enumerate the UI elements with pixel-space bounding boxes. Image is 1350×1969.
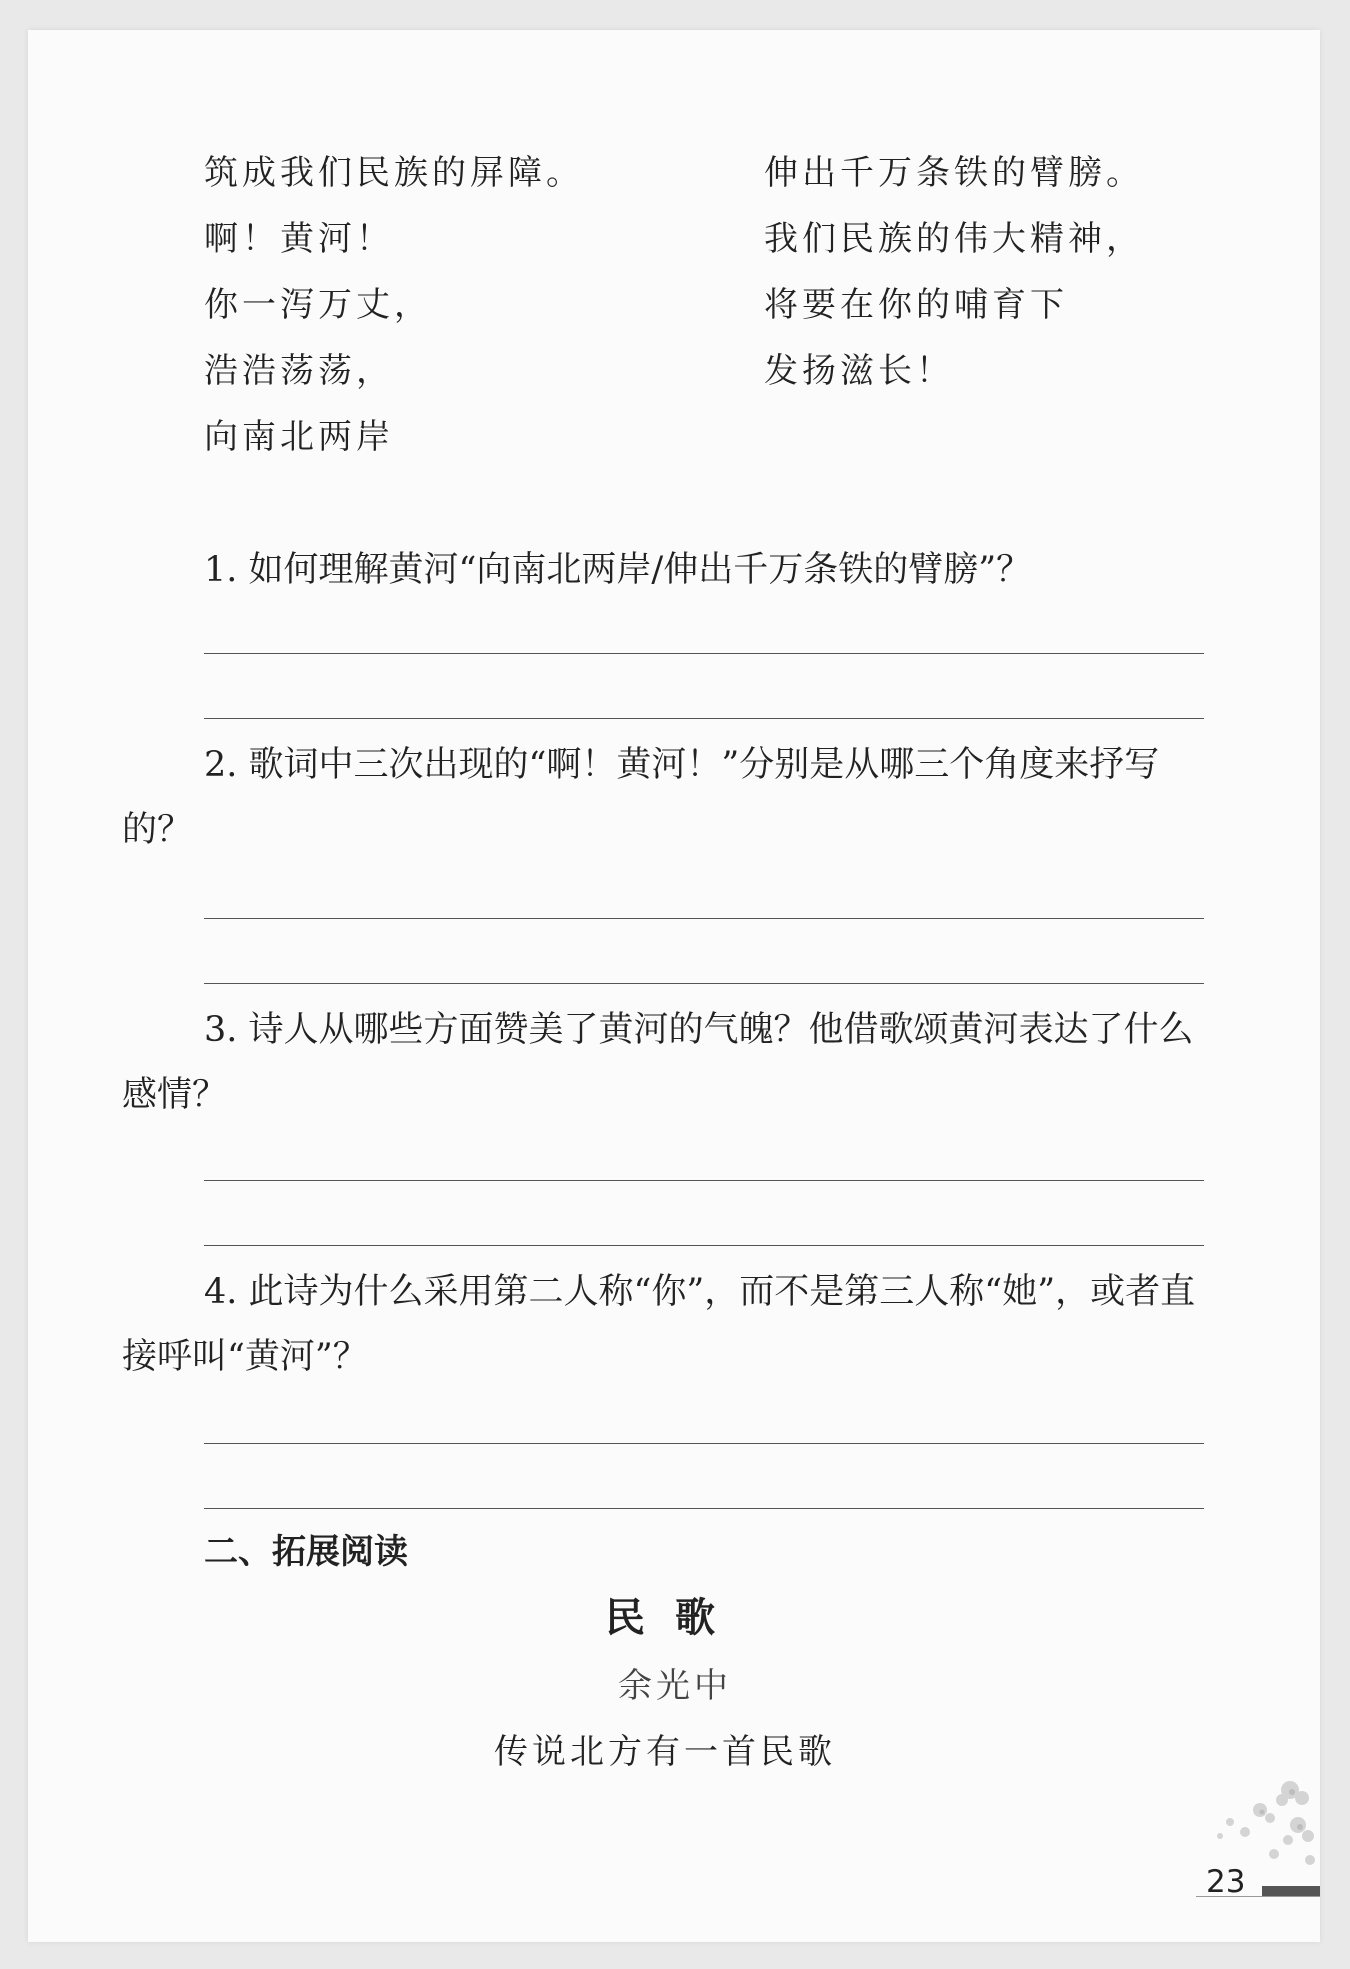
answer-line[interactable] [204,718,1204,719]
poem-line: 你一泻万丈， [204,285,432,325]
answer-line[interactable] [204,918,1204,919]
poem-line: 浩浩荡荡， [204,351,394,391]
poem-line: 筑成我们民族的屏障。 [204,153,584,193]
section-title: 二、拓展阅读 [204,1532,408,1572]
answer-line[interactable] [204,653,1204,654]
extended-poem-first-line: 传说北方有一首民歌 [494,1732,836,1772]
page-number: 23 [1206,1864,1246,1900]
poem-right-column [764,140,1144,404]
question-3: 3. 诗人从哪些方面赞美了黄河的气魄？他借歌颂黄河表达了什么感情？ [122,1010,1194,1115]
poem-line: 啊！黄河！ [204,219,394,259]
answer-line[interactable] [204,1180,1204,1181]
extended-poem-author: 余光中 [618,1666,732,1706]
answer-line[interactable] [204,1443,1204,1444]
poem-line: 我们民族的伟大精神， [764,219,1144,259]
extended-poem-title: 民歌 [605,1595,745,1641]
question-2: 2. 歌词中三次出现的“啊！黄河！”分别是从哪三个角度来抒写的？ [122,745,1160,850]
answer-line[interactable] [204,1245,1204,1246]
question-1: 1. 如何理解黄河“向南北两岸/伸出千万条铁的臂膀”？ [204,550,1032,590]
poem-line: 伸出千万条铁的臂膀。 [764,153,1144,193]
answer-line[interactable] [204,983,1204,984]
poem-left-column [204,140,584,470]
page-number-rule [1196,1896,1320,1897]
poem-line: 向南北两岸 [204,417,394,457]
poem-line: 将要在你的哺育下 [764,285,1068,325]
question-4: 4. 此诗为什么采用第二人称“你”，而不是第三人称“她”，或者直接呼叫“黄河”？ [122,1272,1196,1377]
page-number-bar [1262,1886,1320,1896]
poem-line: 发扬滋长！ [764,351,954,391]
answer-line[interactable] [204,1508,1204,1509]
